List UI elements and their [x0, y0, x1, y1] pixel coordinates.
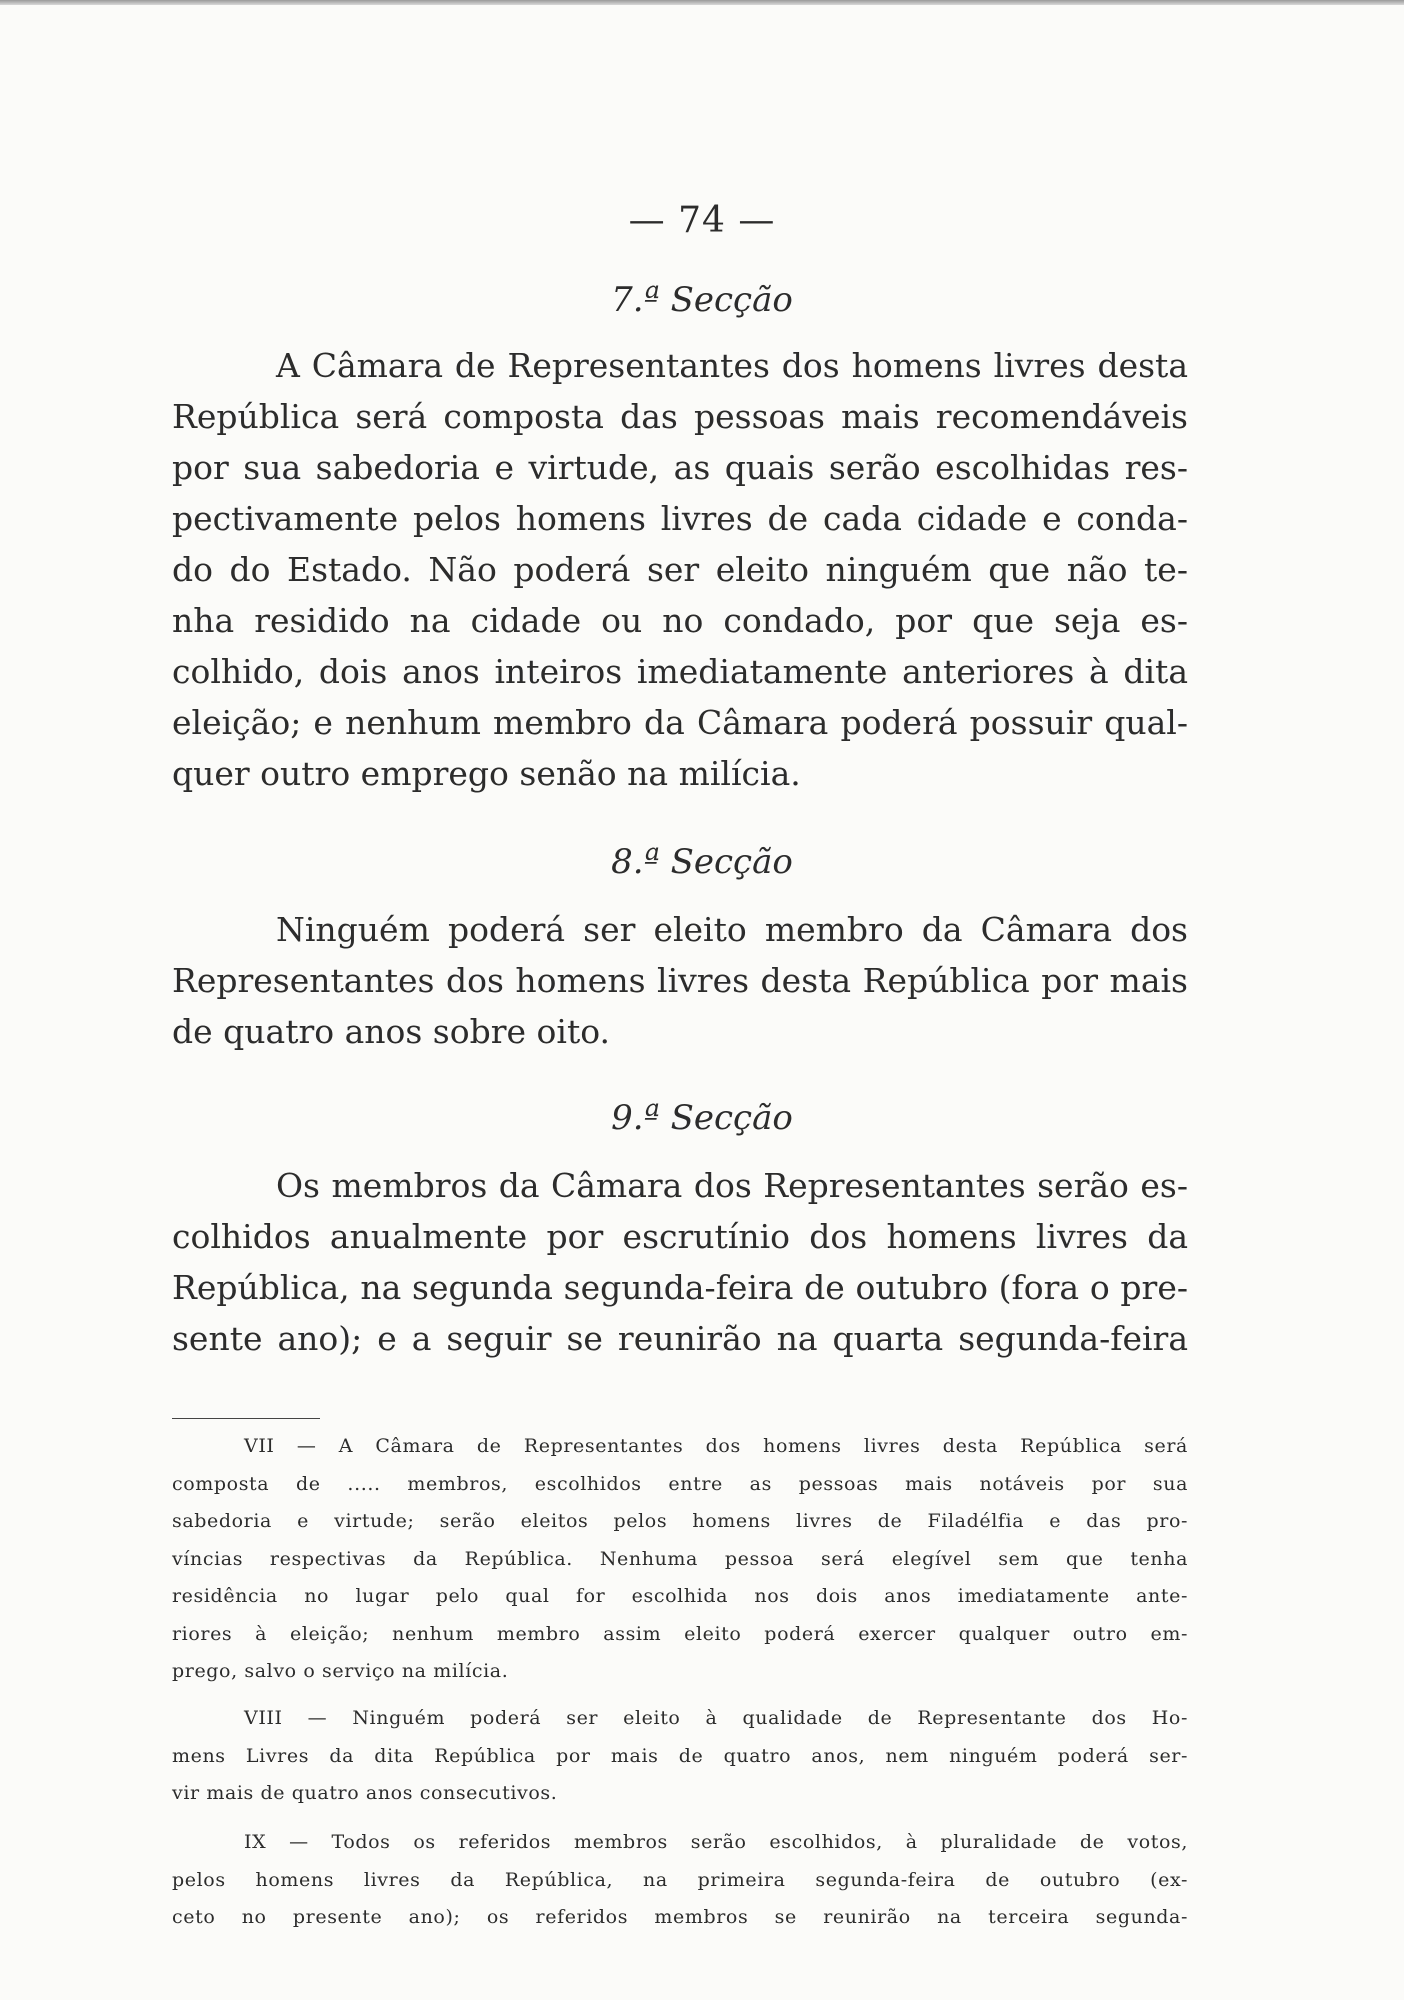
text-line: quer outro emprego senão na milícia.: [172, 754, 801, 793]
text-line: Os membros da Câmara dos Representantes serão es-: [276, 1166, 1188, 1205]
text-line: do do Estado. Não poderá ser eleito ninguém que não te-: [172, 550, 1188, 589]
text-line: sente ano); e a seguir se reunirão na quarta segunda-feira: [172, 1319, 1188, 1358]
footnote-ix: [172, 1824, 1188, 1937]
footnote-line: VIII — Ninguém poderá ser eleito à qualidade de Representante dos Ho-: [244, 1707, 1188, 1729]
footnote-line: prego, salvo o serviço na milícia.: [172, 1660, 509, 1682]
text-line: nha residido na cidade ou no condado, por que seja es-: [172, 601, 1188, 640]
footnote-line: composta de ..... membros, escolhidos entre as pessoas mais notáveis por sua: [172, 1472, 1188, 1495]
section-7-heading: 7.ª Secção: [611, 280, 793, 320]
text-line: eleição; e nenhum membro da Câmara poderá possuir qual-: [172, 703, 1188, 742]
text-line: República será composta das pessoas mais recomendáveis: [172, 397, 1188, 436]
scan-top-edge: [0, 0, 1404, 5]
footnote-line: pelos homens livres da República, na primeira segunda-feira de outubro (ex-: [172, 1868, 1188, 1891]
footnote-viii: [172, 1700, 1188, 1813]
text-line: colhidos anualmente por escrutínio dos homens livres da: [172, 1217, 1188, 1256]
footnote-line: ceto no presente ano); os referidos membros se reunirão na terceira segunda-: [172, 1906, 1188, 1928]
text-line: A Câmara de Representantes dos homens livres desta: [276, 346, 1188, 385]
text-line: Representantes dos homens livres desta República por mais: [172, 961, 1188, 1000]
text-line: por sua sabedoria e virtude, as quais serão escolhidas res-: [172, 448, 1188, 487]
text-line: pectivamente pelos homens livres de cada cidade e conda-: [172, 499, 1188, 538]
section-7-text: [172, 340, 1188, 799]
footnote-line: víncias respectivas da República. Nenhuma pessoa será elegível sem que tenha: [172, 1547, 1188, 1570]
footnote-vii: [172, 1428, 1188, 1691]
footnote-line: mens Livres da dita República por mais de quatro anos, nem ninguém poderá ser-: [172, 1744, 1188, 1767]
text-line: colhido, dois anos inteiros imediatamente anteriores à dita: [172, 652, 1188, 691]
section-9-text: [172, 1160, 1188, 1364]
text-line: Ninguém poderá ser eleito membro da Câmara dos: [276, 910, 1188, 949]
footnote-line: sabedoria e virtude; serão eleitos pelos homens livres de Filadélfia e das pro-: [172, 1510, 1188, 1532]
footnote-separator: [172, 1418, 320, 1419]
page-number: — 74 —: [628, 200, 776, 241]
footnote-line: IX — Todos os referidos membros serão escolhidos, à pluralidade de votos,: [244, 1831, 1188, 1853]
footnote-line: riores à eleição; nenhum membro assim eleito poderá exercer qualquer outro em-: [172, 1622, 1188, 1645]
section-9-heading: 9.ª Secção: [611, 1098, 793, 1138]
section-8-text: [172, 904, 1188, 1057]
text-line: República, na segunda segunda-feira de outubro (fora o pre-: [172, 1268, 1188, 1307]
section-8-heading: 8.ª Secção: [611, 842, 793, 882]
footnote-line: residência no lugar pelo qual for escolhida nos dois anos imediatamente ante-: [172, 1585, 1188, 1607]
footnote-line: VII — A Câmara de Representantes dos homens livres desta República será: [244, 1435, 1188, 1457]
text-line: de quatro anos sobre oito.: [172, 1012, 610, 1051]
footnote-line: vir mais de quatro anos consecutivos.: [172, 1782, 558, 1804]
